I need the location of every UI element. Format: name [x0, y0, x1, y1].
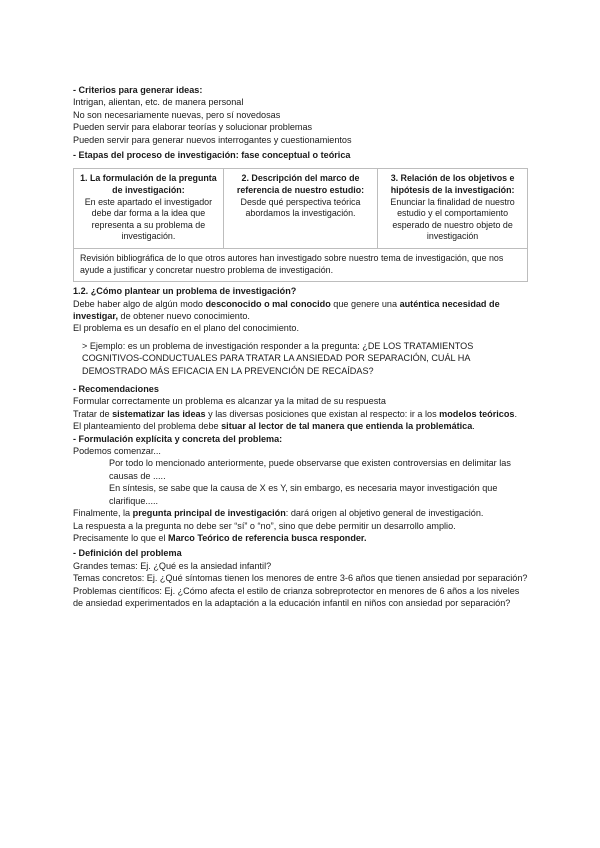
- paragraph-desconocido: [73, 298, 529, 323]
- text-run: .: [514, 408, 517, 419]
- stage-cell-3: [378, 169, 528, 249]
- section-heading-formulacion: - Formulación explícita y concreta del problema:: [73, 433, 283, 444]
- section-heading-recomendaciones: - Recomendaciones: [73, 384, 159, 395]
- text-run: : dará origen al objetivo general de investigación.: [285, 508, 484, 519]
- text-run: de obtener nuevo conocimiento.: [118, 311, 250, 321]
- formulacion-precisamente: [73, 532, 529, 544]
- text-run: Tratar de: [73, 408, 113, 419]
- criterio-item: Pueden servir para elaborar teorías y solucionar problemas: [73, 122, 313, 133]
- stage-footer-cell: Revisión bibliográfica de lo que otros autores han investigado sobre nuestro tema de investigación, que nos ayude a justificar y concretar nuestro problema de investigación.: [74, 249, 528, 282]
- definicion-grandes-temas: Grandes temas: Ej. ¿Qué es la ansiedad infantil?: [73, 560, 272, 571]
- section-heading-criterios: - Criterios para generar ideas:: [73, 85, 203, 95]
- criterio-item: Intrigan, alientan, etc. de manera personal: [73, 97, 244, 108]
- stage-title-1: 1. La formulación de la pregunta de investigación:: [80, 173, 217, 196]
- section-heading-como-plantear: 1.2. ¿Cómo plantear un problema de investigación?: [73, 286, 297, 297]
- bold-run: situar al lector de tal manera que entienda la problemática: [221, 421, 473, 432]
- stage-cell-2: [223, 169, 377, 249]
- stages-table: [73, 168, 528, 282]
- section-heading-definicion: - Definición del problema: [73, 548, 182, 559]
- stage-title-2: 2. Descripción del marco de referencia de nuestro estudio:: [236, 173, 365, 196]
- stage-title-3: 3. Relación de los objetivos e hipótesis de la investigación:: [390, 173, 515, 196]
- bold-run: sistematizar las ideas: [112, 408, 206, 419]
- document-body: [73, 84, 529, 609]
- formulacion-intro: Podemos comenzar...: [73, 446, 161, 457]
- stage-text-2: Desde qué perspectiva teórica abordamos la investigación.: [240, 196, 361, 219]
- paragraph-desafio: El problema es un desafío en el plano del conocimiento.: [73, 323, 299, 334]
- recomendacion-3: [73, 420, 529, 432]
- definicion-problemas-cientificos: Problemas científicos: Ej. ¿Cómo afecta el estilo de crianza sobreprotector en menores de 6 años a los niveles de ansiedad experimentados en la adaptación a la educación infantil en niños con ansiedad por separación?: [73, 585, 520, 608]
- bold-run: pregunta principal de investigación: [132, 508, 286, 519]
- criterio-item: Pueden servir para generar nuevos interrogantes y cuestionamientos: [73, 134, 352, 145]
- text-run: Finalmente, la: [73, 508, 133, 519]
- stage-text-1: En este apartado el investigador debe dar forma a la idea que representa a su problema de investigación.: [84, 196, 213, 242]
- text-run: que genere una: [330, 298, 400, 309]
- formulacion-quote-2: En síntesis, se sabe que la causa de X es Y, sin embargo, es necesaria mayor investigación que clarifique.....: [109, 483, 498, 506]
- criterio-item: No son necesariamente nuevas, pero sí novedosas: [73, 109, 281, 120]
- bold-run: auténtica necesidad de investigar,: [73, 298, 500, 321]
- formulacion-quote-1: Por todo lo mencionado anteriormente, puede observarse que existen controversias en delimitar las causas de .....: [109, 458, 511, 481]
- recomendacion-1: Formular correctamente un problema es alcanzar ya la mitad de su respuesta: [73, 396, 386, 407]
- formulacion-finalmente: [73, 507, 529, 519]
- bold-run: modelos teóricos: [439, 408, 515, 419]
- definicion-temas-concretos: Temas concretos: Ej. ¿Qué síntomas tienen los menores de entre 3-6 años que tienen ansiedad por separación?: [73, 573, 528, 584]
- example-paragraph: > Ejemplo: es un problema de investigación responder a la pregunta: ¿DE LOS TRATAMIENTOS COGNITIVOS-CONDUCTUALES PARA TRATAR LA ANSIEDAD POR SEPARACIÓN, CUÁL HA DEMOSTRADO MÁS EFICACIA EN LA PREVENCIÓN DE RECAÍDAS?: [82, 340, 474, 376]
- text-run: El planteamiento del problema debe: [73, 421, 222, 432]
- section-heading-etapas: - Etapas del proceso de investigación: fase conceptual o teórica: [73, 150, 351, 161]
- text-run: .: [472, 421, 475, 432]
- formulacion-respuesta: La respuesta a la pregunta no debe ser “sí” o “no”, sino que debe permitir un desarrollo amplio.: [73, 520, 456, 531]
- stage-text-3: Enunciar la finalidad de nuestro estudio y el comportamiento esperado de nuestro objeto de investigación: [390, 196, 515, 242]
- text-run: Debe haber algo de algún modo: [73, 298, 206, 309]
- bold-run: desconocido o mal conocido: [205, 298, 331, 309]
- recomendacion-2: [73, 408, 529, 420]
- text-run: Precisamente lo que el: [73, 532, 169, 543]
- text-run: y las diversas posiciones que existan al respecto: ir a los: [205, 408, 440, 419]
- bold-run: Marco Teórico de referencia busca responder.: [168, 532, 367, 543]
- stage-cell-1: [74, 169, 224, 249]
